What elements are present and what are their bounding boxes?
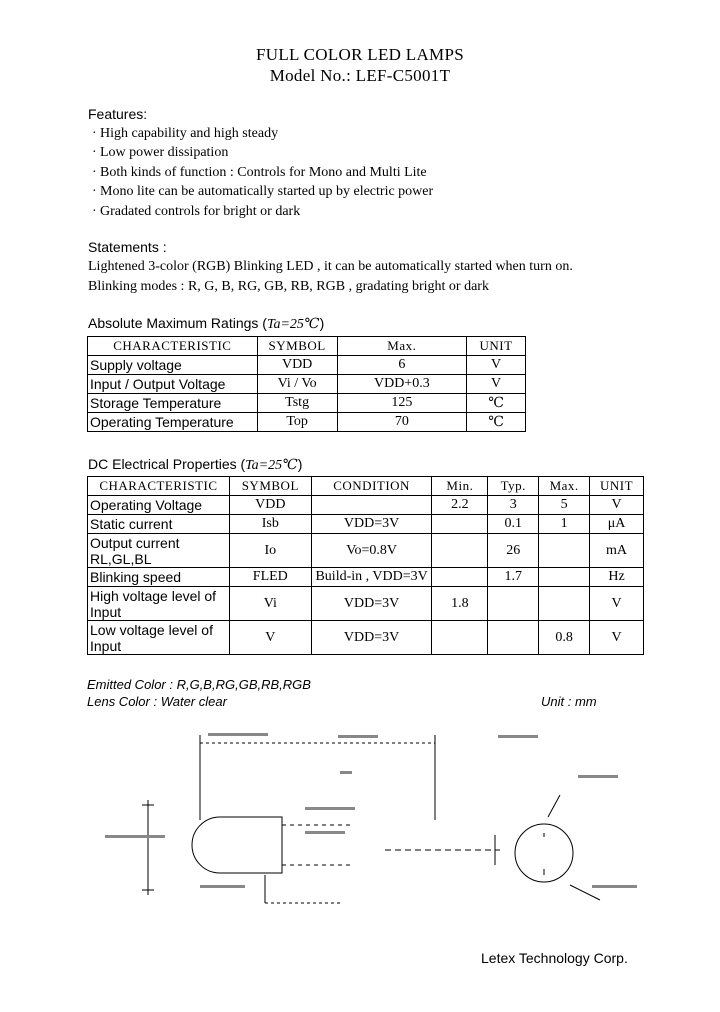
dc-condition: Ta=25℃ (245, 458, 298, 473)
table-cell: V (229, 621, 311, 655)
table-cell: Top (257, 413, 337, 432)
feature-item: · Both kinds of function : Controls for Mono and Multi Lite (88, 163, 433, 182)
table-cell: mA (590, 534, 644, 568)
table-cell (539, 534, 590, 568)
table-cell: Vi / Vo (257, 375, 337, 394)
unit-note: Unit : mm (541, 694, 597, 709)
feature-item: · Low power dissipation (88, 143, 433, 162)
column-header: Min. (432, 477, 488, 496)
table-cell: Static current (88, 515, 230, 534)
table-cell: VDD+0.3 (337, 375, 467, 394)
table-row (88, 515, 644, 534)
table-cell: V (467, 375, 526, 394)
table-cell: V (590, 621, 644, 655)
column-header: SYMBOL (229, 477, 311, 496)
table-cell (488, 587, 539, 621)
column-header: UNIT (467, 337, 526, 356)
abs-max-condition: Ta=25℃ (266, 317, 320, 332)
table-row (88, 394, 526, 413)
table-cell: Input / Output Voltage (88, 375, 258, 394)
table-cell: Operating Voltage (88, 496, 230, 515)
abs-max-heading-text: Absolute Maximum Ratings ( (88, 315, 267, 331)
label-placeholder (305, 807, 355, 810)
table-cell (432, 568, 488, 587)
column-header: Max. (539, 477, 590, 496)
table-cell: FLED (229, 568, 311, 587)
label-placeholder (305, 831, 345, 834)
table-row (88, 534, 644, 568)
table-cell: VDD (229, 496, 311, 515)
dc-heading-text: DC Electrical Properties ( (88, 456, 246, 472)
table-cell: High voltage level of Input (88, 587, 230, 621)
label-placeholder (105, 835, 165, 838)
statement-line: Lightened 3-color (RGB) Blinking LED , it can be automatically started when turn on. (88, 259, 573, 274)
label-placeholder (340, 771, 352, 774)
table-cell (432, 621, 488, 655)
label-placeholder (592, 885, 637, 888)
statements-heading: Statements : (88, 239, 167, 255)
table-row (88, 587, 644, 621)
features-heading: Features: (88, 106, 148, 122)
label-placeholder (200, 885, 245, 888)
table-header-row (88, 477, 644, 496)
column-header: SYMBOL (257, 337, 337, 356)
column-header: Typ. (488, 477, 539, 496)
table-cell: Supply voltage (88, 356, 258, 375)
label-placeholder (208, 733, 268, 736)
table-cell: Isb (229, 515, 311, 534)
dc-heading (88, 456, 302, 474)
table-cell: 2.2 (432, 496, 488, 515)
table-cell: VDD=3V (311, 621, 432, 655)
table-cell: Blinking speed (88, 568, 230, 587)
company-name: Letex Technology Corp. (481, 950, 628, 966)
table-cell: ℃ (467, 413, 526, 432)
table-cell: Storage Temperature (88, 394, 258, 413)
table-cell: Hz (590, 568, 644, 587)
table-cell: 1 (539, 515, 590, 534)
column-header: CHARACTERISTIC (88, 337, 258, 356)
led-dimension-drawing (100, 725, 660, 910)
dc-table (87, 476, 644, 655)
column-header: CHARACTERISTIC (88, 477, 230, 496)
table-cell: Output current RL,GL,BL (88, 534, 230, 568)
table-cell: 125 (337, 394, 467, 413)
table-cell: 0.8 (539, 621, 590, 655)
table-row (88, 375, 526, 394)
leader-line (548, 795, 560, 817)
emitted-color-note: Emitted Color : R,G,B,RG,GB,RB,RGB (87, 677, 311, 692)
model-number: Model No.: LEF-C5001T (269, 66, 451, 85)
table-cell: Tstg (257, 394, 337, 413)
table-cell (539, 568, 590, 587)
table-cell (539, 587, 590, 621)
feature-item: · High capability and high steady (88, 124, 433, 143)
table-header-row (88, 337, 526, 356)
table-row (88, 568, 644, 587)
table-row (88, 413, 526, 432)
label-placeholder (338, 735, 378, 738)
lens-color-note: Lens Color : Water clear (87, 694, 227, 709)
table-cell: 70 (337, 413, 467, 432)
table-cell: V (590, 496, 644, 515)
table-cell: Vo=0.8V (311, 534, 432, 568)
table-cell: 5 (539, 496, 590, 515)
table-cell (432, 534, 488, 568)
table-cell: 1.8 (432, 587, 488, 621)
table-cell: V (467, 356, 526, 375)
table-cell: VDD=3V (311, 515, 432, 534)
abs-max-heading-close: ) (319, 315, 325, 331)
table-cell: 6 (337, 356, 467, 375)
led-body-outline (192, 817, 282, 873)
table-row (88, 621, 644, 655)
table-cell: 26 (488, 534, 539, 568)
table-cell: Operating Temperature (88, 413, 258, 432)
table-cell: ℃ (467, 394, 526, 413)
table-cell: 3 (488, 496, 539, 515)
table-cell: Io (229, 534, 311, 568)
abs-max-table (87, 336, 526, 432)
column-header: CONDITION (311, 477, 432, 496)
label-placeholder (498, 735, 538, 738)
feature-item: · Mono lite can be automatically started up by electric power (88, 182, 433, 201)
table-row (88, 356, 526, 375)
table-cell: μA (590, 515, 644, 534)
table-cell (311, 496, 432, 515)
table-cell: 1.7 (488, 568, 539, 587)
table-cell (432, 515, 488, 534)
abs-max-heading (88, 315, 324, 333)
dc-heading-close: ) (297, 456, 303, 472)
features-list (88, 124, 433, 221)
table-cell: VDD=3V (311, 587, 432, 621)
label-placeholder (578, 775, 618, 778)
table-cell: Low voltage level of Input (88, 621, 230, 655)
table-row (88, 496, 644, 515)
table-cell: VDD (257, 356, 337, 375)
table-cell: 0.1 (488, 515, 539, 534)
document-title: FULL COLOR LED LAMPS (256, 45, 464, 64)
table-cell: Vi (229, 587, 311, 621)
illegible-dimension-labels (105, 733, 637, 888)
column-header: UNIT (590, 477, 644, 496)
table-cell: Build-in , VDD=3V (311, 568, 432, 587)
feature-item: · Gradated controls for bright or dark (88, 202, 433, 221)
table-cell (488, 621, 539, 655)
column-header: Max. (337, 337, 467, 356)
statement-line: Blinking modes : R, G, B, RG, GB, RB, RGB , gradating bright or dark (88, 279, 489, 294)
table-cell: V (590, 587, 644, 621)
